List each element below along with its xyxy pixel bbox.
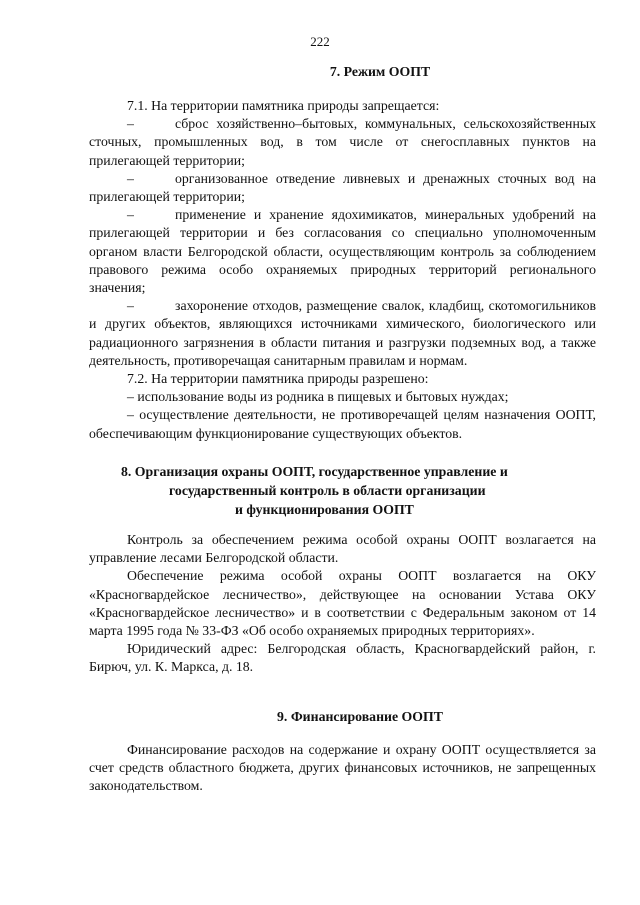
allowed-item: – осуществление деятельности, не противоречащей целям назначения ООПТ, обеспечивающим функционирование существующих объектов. [89, 407, 596, 441]
page-number: 222 [310, 34, 330, 49]
prohibited-item: – организованное отведение ливневых и дренажных сточных вод на прилегающей территории; [89, 170, 596, 205]
prohibited-item: – захоронение отходов, размещение свалок, кладбищ, скотомогильников и других объектов, являющихся источниками химического, биологического или радиационного загрязнения в области питания и разгрузки подземных вод, а также деятельность, противоречащая санитарным правилам и нормам. [89, 298, 596, 368]
section-7-1-intro: 7.1. На территории памятника природы запрещается: [127, 98, 440, 113]
section-8-paragraph: Обеспечение режима особой охраны ООПТ возлагается на ОКУ «Красногвардейское лесничество», действующее на основании Устава ОКУ «Красногвардейское лесничество» и в соответствии с Федеральным законом от 14 марта 1995 года № 33-ФЗ «Об особо охраняемых природных территориях». [89, 568, 596, 639]
section-8-paragraph: Контроль за обеспечением режима особой охраны ООПТ возлагается на управление лесами Белгородской области. [89, 532, 596, 566]
section-7-body [89, 97, 596, 443]
section-9-body [89, 741, 596, 796]
section-7-2-intro: 7.2. На территории памятника природы разрешено: [127, 371, 429, 387]
section-8-body [89, 531, 596, 677]
section-8-paragraph: Юридический адрес: Белгородская область, Красногвардейский район, г. Бирюч, ул. К. Маркса, д. 18. [89, 641, 596, 675]
section-9-paragraph: Финансирование расходов на содержание и охрану ООПТ осуществляется за счет средств областного бюджета, других финансовых источников, не запрещенных законодательством. [89, 742, 596, 794]
section-8-heading: 8. Организация охраны ООПТ, государственное управление и государственный контроль в области организации и функционирования ООПТ [121, 464, 508, 517]
allowed-item: – использование воды из родника в пищевых и бытовых нуждах; [127, 389, 509, 405]
prohibited-item: – сброс хозяйственно–бытовых, коммунальных, сельскохозяйственных сточных, промышленных вод, в том числе от снегосплавных пунктов на прилегающей территории; [89, 116, 596, 168]
prohibited-item: – применение и хранение ядохимикатов, минеральных удобрений на прилегающей территории и без согласования со специально уполномоченным органом власти Белгородской области, осуществляющим контроль за соблюдением правового режима особо охраняемых природных территорий регионального значения; [89, 207, 596, 296]
section-7-heading: 7. Режим ООПТ [329, 64, 431, 79]
section-9-heading: 9. Финансирование ООПТ [277, 709, 443, 724]
